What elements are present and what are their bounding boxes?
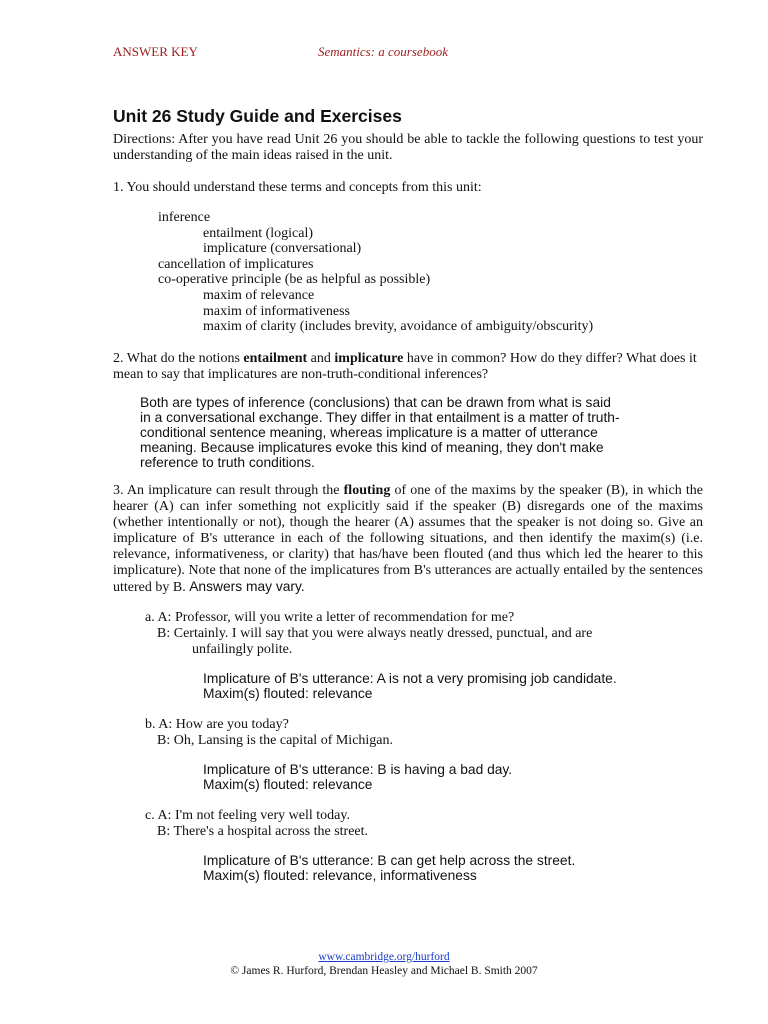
exercise-a-line: c. A: I'm not feeling very well today. bbox=[145, 807, 350, 823]
question-3 bbox=[113, 483, 703, 596]
header-answer-key: ANSWER KEY bbox=[113, 44, 198, 59]
term-item: maxim of informativeness bbox=[203, 303, 350, 319]
q2-term-entailment: entailment bbox=[243, 350, 308, 366]
answer-line: reference to truth conditions. bbox=[140, 454, 315, 470]
implicature-text: Implicature of B's utterance: A is not a very promising job candidate. bbox=[203, 670, 617, 686]
exercise-a-line: b. A: How are you today? bbox=[145, 716, 289, 732]
footer-copyright: © James R. Hurford, Brendan Heasley and Michael B. Smith 2007 bbox=[230, 965, 538, 977]
exercise-b-line: B: Oh, Lansing is the capital of Michigan. bbox=[157, 732, 394, 748]
footer-link[interactable]: www.cambridge.org/hurford bbox=[318, 951, 450, 963]
q2-pre: 2. What do the notions bbox=[113, 350, 244, 366]
term-item: cancellation of implicatures bbox=[158, 256, 314, 272]
header-book-title: Semantics: a coursebook bbox=[318, 44, 448, 59]
implicature-text: Implicature of B's utterance: B can get help across the street. bbox=[203, 852, 576, 868]
term-item: entailment (logical) bbox=[203, 225, 314, 241]
exercise-a bbox=[145, 610, 703, 658]
q2-post: have in common? How do they differ? What does it mean to say that implicatures are non-truth-conditional inferences? bbox=[113, 350, 697, 382]
question-1: 1. You should understand these terms and concepts from this unit: bbox=[113, 180, 482, 195]
page-title: Unit 26 Study Guide and Exercises bbox=[113, 106, 402, 126]
q3-pre: 3. An implicature can result through the bbox=[113, 482, 344, 498]
q3-term-flouting: flouting bbox=[343, 482, 391, 498]
answer-line: conditional sentence meaning, whereas implicature is a matter of utterance bbox=[140, 424, 598, 440]
answer-line: meaning. Because implicatures evoke this kind of meaning, they don't make bbox=[140, 439, 604, 455]
term-item: maxim of clarity (includes brevity, avoidance of ambiguity/obscurity) bbox=[203, 319, 594, 335]
exercise-b-continued: unfailingly polite. bbox=[192, 641, 293, 657]
term-item: inference bbox=[158, 210, 211, 225]
q2-mid: and bbox=[307, 350, 335, 366]
q3-note: Answers may vary. bbox=[189, 578, 305, 594]
main-content bbox=[113, 106, 703, 883]
answer-line: Both are types of inference (conclusions) that can be drawn from what is said bbox=[140, 394, 611, 410]
term-item: co-operative principle (be as helpful as possible) bbox=[158, 272, 431, 288]
question-2 bbox=[113, 351, 703, 383]
exercise-a-answer bbox=[203, 671, 703, 701]
q2-answer bbox=[140, 395, 703, 470]
terms-list bbox=[158, 210, 703, 335]
term-item: implicature (conversational) bbox=[203, 241, 362, 257]
exercise-c bbox=[145, 808, 703, 840]
exercise-b-line: B: There's a hospital across the street. bbox=[157, 823, 369, 839]
term-item: maxim of relevance bbox=[203, 287, 315, 303]
q2-term-implicature: implicature bbox=[334, 350, 404, 366]
exercise-b-answer bbox=[203, 762, 703, 792]
exercise-c-answer bbox=[203, 853, 703, 883]
exercise-b-line: B: Certainly. I will say that you were always neatly dressed, punctual, and are bbox=[157, 625, 593, 641]
footer-link-row bbox=[0, 950, 768, 964]
implicature-text: Implicature of B's utterance: B is having a bad day. bbox=[203, 761, 513, 777]
exercise-a-line: a. A: Professor, will you write a letter of recommendation for me? bbox=[145, 609, 515, 625]
maxims-text: Maxim(s) flouted: relevance bbox=[203, 776, 373, 792]
maxims-text: Maxim(s) flouted: relevance, informativeness bbox=[203, 867, 477, 883]
exercise-b bbox=[145, 717, 703, 749]
directions-text: Directions: After you have read Unit 26 you should be able to tackle the following questions to test your understanding of the main ideas raised in the unit. bbox=[113, 132, 703, 163]
maxims-text: Maxim(s) flouted: relevance bbox=[203, 685, 373, 701]
q3-post: of one of the maxims by the speaker (B), in which the hearer (A) can infer something not explicitly said if the speaker (B) disregards one of the maxims (whether intentionally or not), though the hearer (A) assumes that the speaker is not doing so. Give an implicature of B's utterance in each of the following situations, and then identify the maxim(s) (i.e. relevance, informativeness, or clarity) that has/have been flouted (and thus which led the hearer to this implicature). Note that none of the implicatures from B's utterances are actually entailed by the sentences uttered by B. bbox=[113, 482, 703, 595]
answer-line: in a conversational exchange. They differ in that entailment is a matter of truth- bbox=[140, 409, 620, 425]
